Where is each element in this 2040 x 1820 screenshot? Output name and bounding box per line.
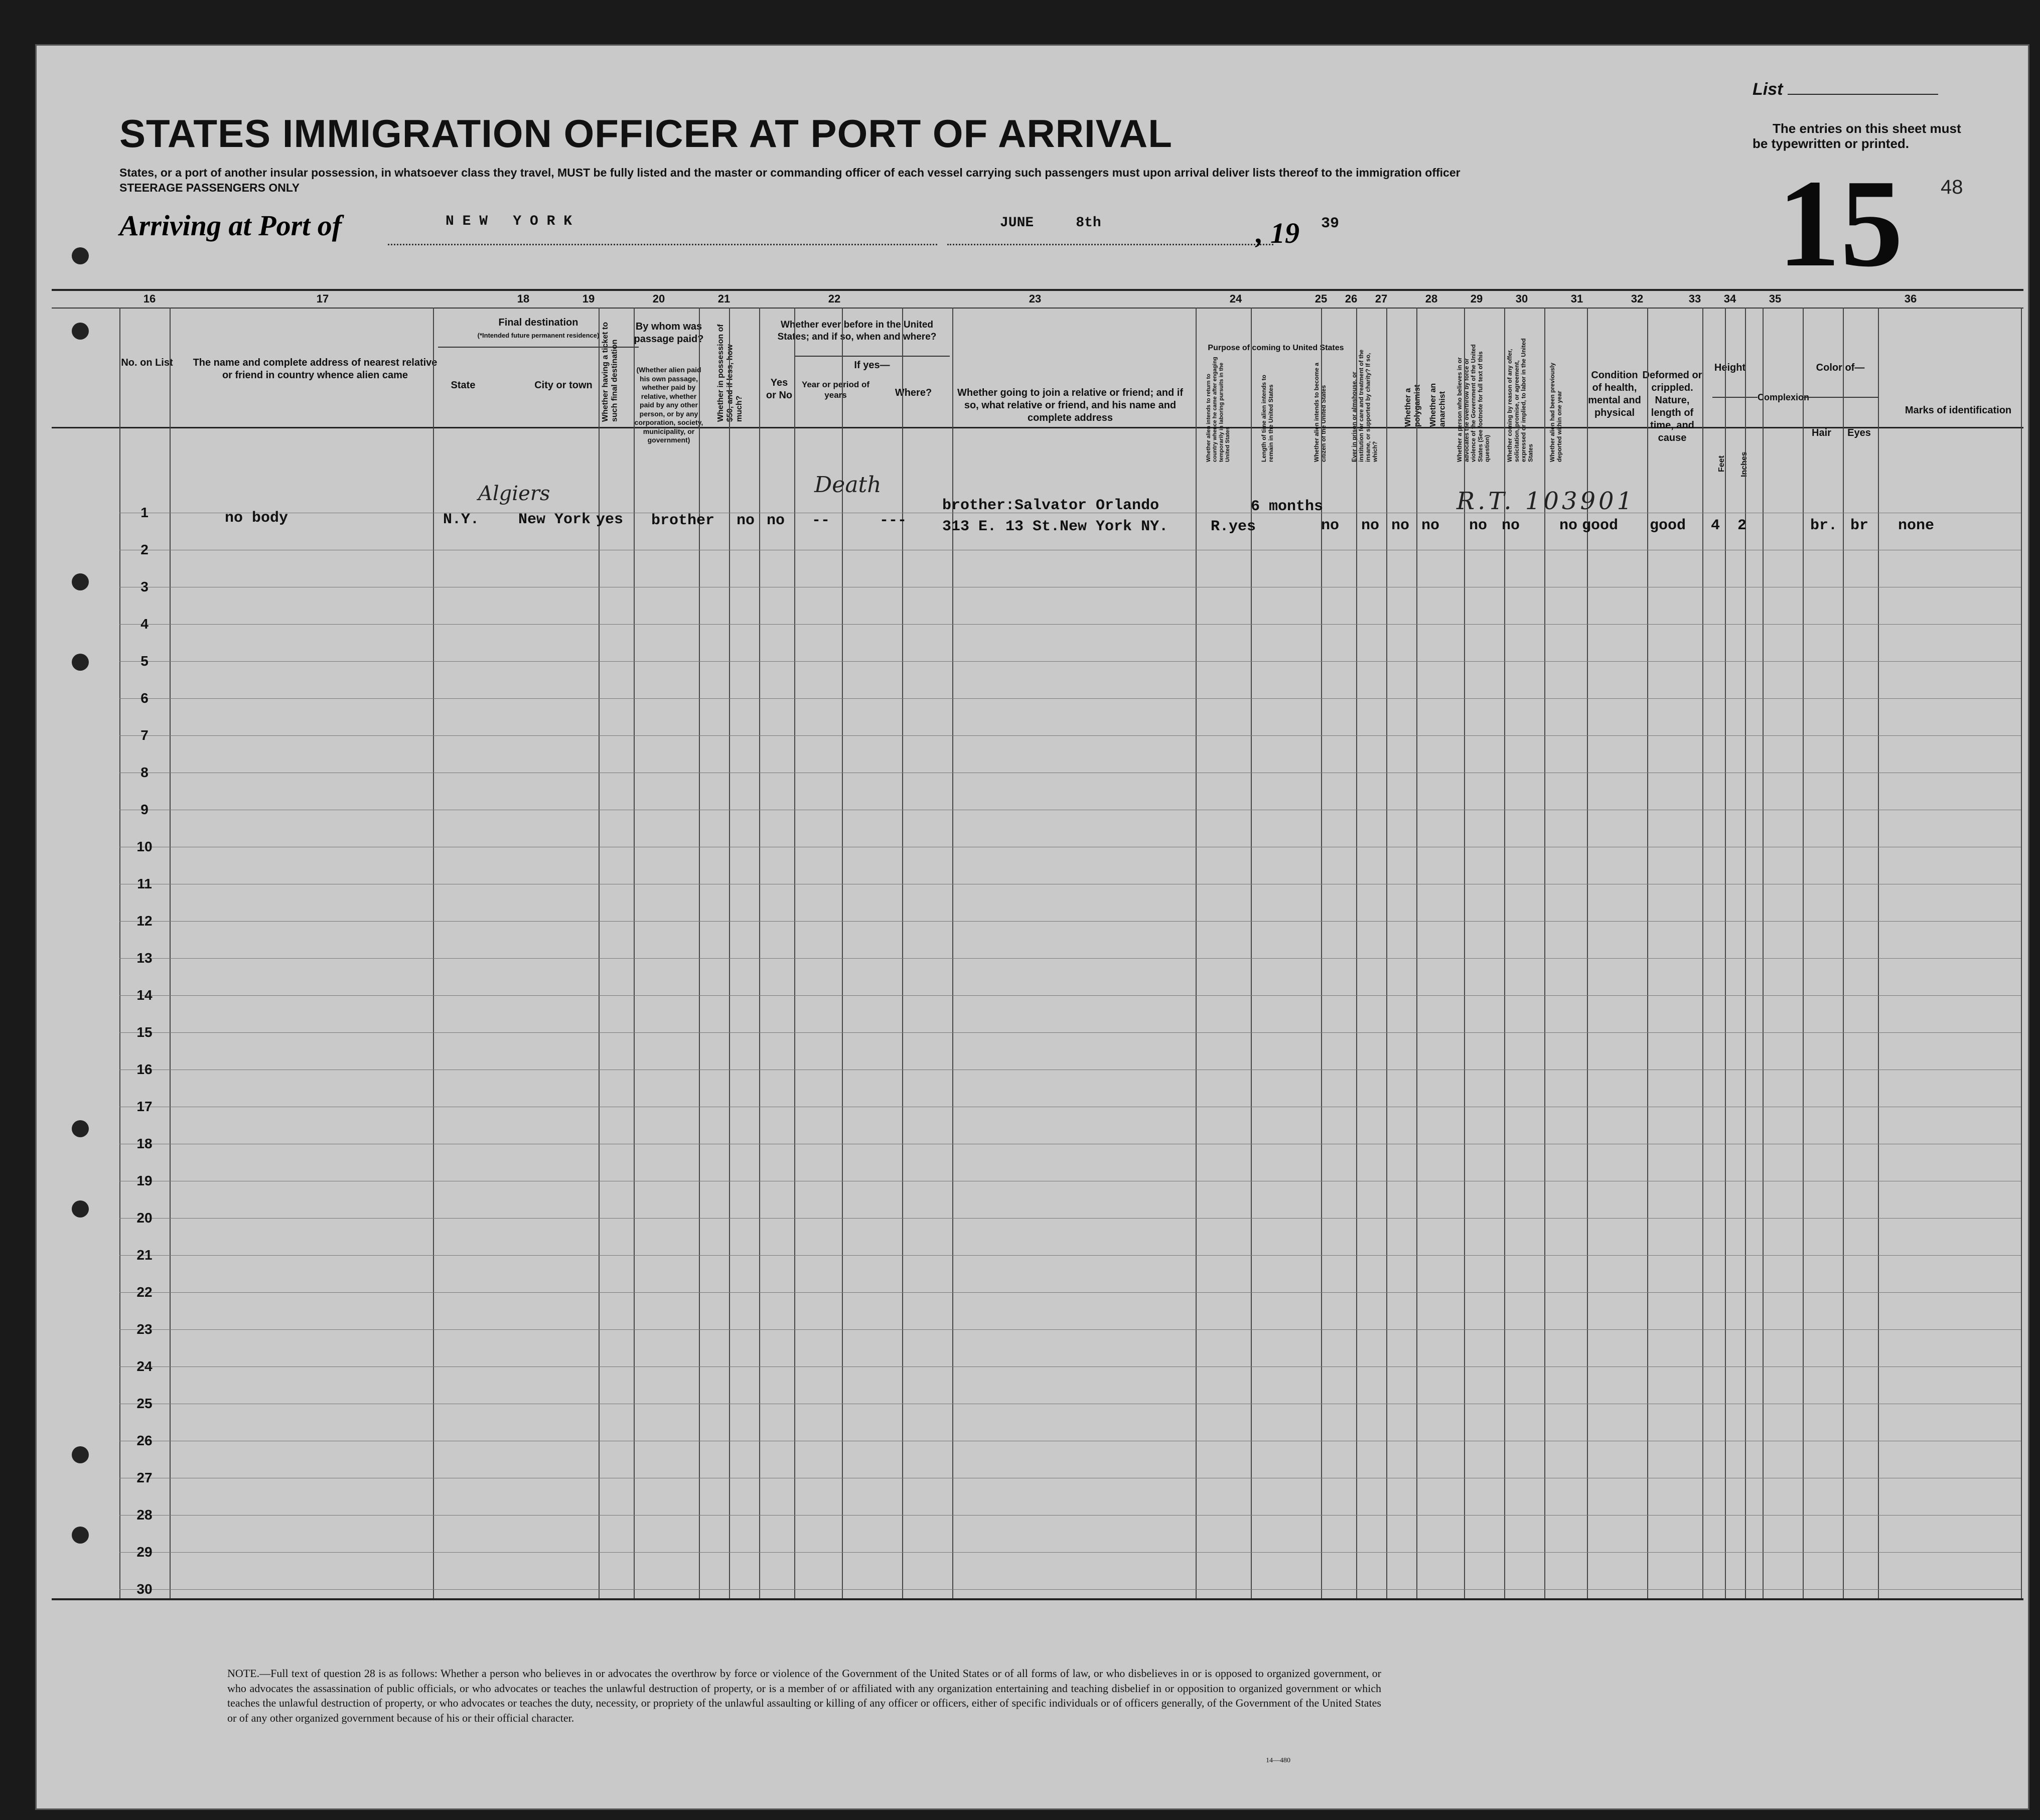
row-rule <box>119 1589 2021 1590</box>
row-rule <box>119 735 2021 736</box>
column-number: 21 <box>717 292 731 305</box>
header-passage-paid: By whom was passage paid? <box>634 321 704 345</box>
row-number: 6 <box>140 690 149 706</box>
punch-hole <box>72 573 89 590</box>
column-number: 25 <box>1315 292 1328 305</box>
column-rule <box>1878 308 1879 1598</box>
column-rule <box>699 308 700 1598</box>
column-rule <box>1702 308 1703 1598</box>
row-number: 1 <box>140 505 149 520</box>
header-height: Height <box>1714 362 1746 373</box>
list-label: List <box>1753 80 1938 99</box>
cell-length: 6 months <box>1251 498 1324 515</box>
port-of-arrival: N E W Y O R K <box>446 214 572 229</box>
cell-citizen: no <box>1321 517 1340 534</box>
header-city: City or town <box>534 380 593 391</box>
row-rule <box>119 1329 2021 1330</box>
header-purpose: Purpose of coming to United States <box>1208 344 1344 352</box>
cell-deformed: good <box>1650 517 1686 534</box>
row-rule <box>119 1552 2021 1553</box>
header-health: Condition of health, mental and physical <box>1588 370 1641 418</box>
date-line <box>947 244 1273 245</box>
header-subrule <box>794 356 950 357</box>
column-number: 30 <box>1515 292 1528 305</box>
header-relative: The name and complete address of nearest relative or friend in country whence alien came <box>193 357 438 381</box>
header-anarchist: Whether an anarchist <box>1429 383 1447 427</box>
punch-hole <box>72 1120 89 1137</box>
instructions-line1: The entries on this sheet must <box>1773 121 1961 136</box>
arrival-date: JUNE 8th <box>1000 215 1101 231</box>
column-rule <box>729 308 730 1598</box>
column-rule <box>1745 308 1746 1598</box>
header-q28: Whether a person who believes in or advocates the overthrow by force or violence of the Government of the United States (See footnote for full text of this question) <box>1456 344 1491 462</box>
row-rule <box>119 1218 2021 1219</box>
row-number: 11 <box>137 876 152 891</box>
handwritten-note: Death <box>814 472 882 498</box>
row-number: 23 <box>136 1321 153 1337</box>
handwritten-annotation: R.T. 103901 <box>1456 487 1636 515</box>
table-bottom-rule <box>52 1598 2023 1600</box>
punch-hole <box>72 1527 89 1544</box>
header-inches: Inches <box>1740 451 1748 477</box>
row-number: 12 <box>136 913 153 929</box>
header-if-yes: If yes— <box>854 360 890 371</box>
header-q29: Whether coming by reason of any offer, solicitation, promise, or agreement, expressed or implied, to labor in the United States <box>1506 338 1534 462</box>
column-rule <box>1356 308 1357 1598</box>
column-number: 22 <box>828 292 841 305</box>
instructions-line2: be typewritten or printed. <box>1753 136 1910 151</box>
column-rule <box>1647 308 1648 1598</box>
row-number: 26 <box>136 1433 153 1448</box>
column-rule <box>842 308 843 1598</box>
cell-where: --- <box>880 512 907 529</box>
column-rule <box>902 308 903 1598</box>
header-passage-paid-note: (Whether alien paid his own passage, whether paid by relative, whether paid by any other person, or by any corporation, society, municipality, or government) <box>634 366 703 444</box>
punch-hole <box>72 247 89 264</box>
row-number: 14 <box>136 987 153 1003</box>
column-rule <box>1725 308 1726 1598</box>
cell-health: good <box>1582 517 1619 534</box>
header-citizen: Whether alien intends to become a citizen of the United States <box>1313 362 1327 462</box>
column-rule <box>599 308 600 1598</box>
row-rule <box>119 1292 2021 1293</box>
column-number: 35 <box>1769 292 1782 305</box>
row-number: 7 <box>140 727 149 743</box>
column-rule <box>433 308 434 1598</box>
row-number: 2 <box>140 542 149 557</box>
cell-city: New York <box>518 511 591 528</box>
row-number: 8 <box>140 765 149 780</box>
port-line <box>388 244 937 245</box>
cell-prison: no <box>1361 517 1380 534</box>
column-number: 20 <box>652 292 665 305</box>
header-color-of: Color of— <box>1816 362 1865 373</box>
header-marks: Marks of identification <box>1905 405 2012 416</box>
row-number: 3 <box>140 579 149 594</box>
cell-join-line1: brother:Salvator Orlando <box>942 497 1159 514</box>
row-number: 18 <box>136 1136 153 1151</box>
row-rule <box>119 624 2021 625</box>
arriving-label: Arriving at Port of <box>119 209 342 242</box>
column-rule <box>1763 308 1764 1598</box>
cell-state: N.Y. <box>443 511 480 528</box>
cell-passage: brother <box>651 512 715 529</box>
column-rule <box>170 308 171 1598</box>
cell-purpose-return: R.yes <box>1211 518 1256 535</box>
column-number: 23 <box>1029 292 1042 305</box>
row-number: 10 <box>136 839 153 854</box>
header-hair: Hair <box>1812 427 1831 438</box>
row-number: 27 <box>136 1470 153 1485</box>
column-number: 16 <box>143 292 156 305</box>
header-year-period: Year or period of years <box>801 380 870 400</box>
cell-anarchist: no <box>1421 517 1440 534</box>
sheet-number: 15 <box>1778 154 1903 293</box>
column-number: 32 <box>1631 292 1644 305</box>
cell-q30: no <box>1559 517 1578 534</box>
manifest-sheet <box>35 44 2029 1810</box>
column-number: 36 <box>1904 292 1917 305</box>
row-number: 25 <box>136 1396 153 1411</box>
header-deformed: Deformed or crippled. Nature, length of time, and cause <box>1642 370 1702 443</box>
column-number: 17 <box>316 292 329 305</box>
cell-feet: 4 <box>1711 517 1720 534</box>
row-number: 22 <box>136 1284 153 1300</box>
cell-polygamist: no <box>1391 517 1410 534</box>
cell-relative: no body <box>225 510 288 527</box>
header-possession: Whether in possession of $50, and if less, how much? <box>716 324 744 422</box>
cell-hair: br. <box>1810 517 1838 534</box>
row-rule <box>119 661 2021 662</box>
header-yes-no: Yes or No <box>766 377 793 401</box>
row-rule <box>119 995 2021 996</box>
row-number: 16 <box>136 1061 153 1077</box>
row-rule <box>119 958 2021 959</box>
row-number: 13 <box>136 950 153 966</box>
table-grid <box>37 46 2031 1811</box>
header-ticket: Whether having a ticket to such final destination <box>601 322 619 422</box>
column-number-rule <box>52 308 2023 309</box>
header-join-relative: Whether going to join a relative or friend; and if so, what relative or friend, and his name and complete address <box>957 387 1184 423</box>
table-top-rule <box>52 289 2023 291</box>
cell-q29: no <box>1502 517 1520 534</box>
row-number: 28 <box>136 1507 153 1523</box>
row-number: 19 <box>136 1173 153 1188</box>
row-rule <box>119 1032 2021 1033</box>
header-no-on-list: No. on List <box>121 357 173 368</box>
column-rule <box>1196 308 1197 1598</box>
row-number: 29 <box>136 1544 153 1560</box>
column-rule <box>794 308 795 1598</box>
column-rule <box>2021 308 2022 1598</box>
punch-hole <box>72 323 89 340</box>
header-subrule <box>1712 397 1758 398</box>
header-q30: Whether alien had been previously deported within one year <box>1549 362 1563 462</box>
steerage-note: STEERAGE PASSENGERS ONLY <box>119 181 300 194</box>
year-prefix: , 19 <box>1256 217 1299 249</box>
column-rule <box>1416 308 1417 1598</box>
column-number: 26 <box>1345 292 1358 305</box>
year-suffix: 39 <box>1321 215 1340 232</box>
column-number: 27 <box>1375 292 1388 305</box>
column-rule <box>634 308 635 1598</box>
column-number: 33 <box>1688 292 1701 305</box>
row-number: 30 <box>136 1581 153 1597</box>
header-purpose-return: Whether alien intends to return to country whence he came after engaging temporarily in laboring pursuits in the United States <box>1206 357 1231 462</box>
cell-ticket: yes <box>596 511 624 528</box>
header-ever-before: Whether ever before in the United States; and if so, when and where? <box>777 320 937 342</box>
cell-marks: none <box>1898 517 1935 534</box>
header-subrule <box>1803 397 1878 398</box>
punch-hole <box>72 1446 89 1463</box>
cell-year-period: -- <box>812 512 830 529</box>
form-number: 14—480 <box>1266 1757 1290 1764</box>
cell-possession: no <box>737 512 755 529</box>
row-rule <box>119 1255 2021 1256</box>
row-number: 17 <box>136 1099 153 1114</box>
header-eyes: Eyes <box>1847 427 1871 438</box>
header-complexion: Complexion <box>1758 392 1810 402</box>
header-final-destination: Final destination <box>498 317 578 328</box>
row-number: 24 <box>136 1358 153 1374</box>
punch-hole <box>72 1200 89 1218</box>
row-rule <box>119 698 2021 699</box>
header-purpose-length: Length of time alien intends to remain in the United States <box>1260 375 1274 462</box>
form-title: STATES IMMIGRATION OFFICER AT PORT OF ARRIVAL <box>119 111 1173 156</box>
column-number: 19 <box>582 292 595 305</box>
cell-q28: no <box>1469 517 1488 534</box>
column-number: 34 <box>1723 292 1736 305</box>
row-number: 20 <box>136 1210 153 1226</box>
header-final-destination-note: (*Intended future permanent residence) <box>477 332 600 339</box>
row-rule <box>119 921 2021 922</box>
row-number: 15 <box>136 1024 153 1040</box>
row-number: 5 <box>140 653 149 669</box>
column-number: 28 <box>1425 292 1438 305</box>
header-state: State <box>451 380 476 391</box>
column-number: 31 <box>1570 292 1583 305</box>
column-number: 18 <box>517 292 530 305</box>
row-number: 9 <box>140 802 149 817</box>
column-rule <box>759 308 760 1598</box>
cell-eyes: br <box>1850 517 1869 534</box>
column-rule <box>1843 308 1844 1598</box>
header-feet: Feet <box>1717 456 1726 472</box>
column-number: 24 <box>1229 292 1242 305</box>
corner-number: 48 <box>1941 176 1963 198</box>
header-polygamist: Whether a polygamist <box>1404 384 1422 427</box>
form-subtitle: States, or a port of another insular possession, in whatsoever class they travel, MUST be fully listed and the master or commanding officer of each vessel carrying such passengers must upon arrival deliver lists thereof to the immigration officer <box>119 166 1461 179</box>
header-where: Where? <box>895 387 932 398</box>
cell-ever-before: no <box>767 512 785 529</box>
punch-hole <box>72 654 89 671</box>
column-rule <box>119 308 120 1598</box>
cell-join-line2: 313 E. 13 St.New York NY. <box>942 518 1169 535</box>
row-number: 4 <box>140 616 149 632</box>
row-number: 21 <box>136 1247 153 1263</box>
column-rule <box>1803 308 1804 1598</box>
cell-inches: 2 <box>1737 517 1747 534</box>
handwritten-state: Algiers <box>478 482 550 505</box>
column-rule <box>1386 308 1387 1598</box>
header-bottom-rule <box>52 427 2023 428</box>
header-prison: Ever in prison or almshouse, or institution for care and treatment of the insane, or supported by charity? If so, which? <box>1351 349 1379 462</box>
footnote: NOTE.—Full text of question 28 is as follows: Whether a person who believes in or advocates the overthrow by force or violence of the Government of the United States or of all forms of law, or who disbelieves in or is opposed to organized government, or who advocates the assassination of public officials, or who advocates or teaches the unlawful destruction of property, or is a member of or affiliated with any organization entertaining and teaching disbelief in or opposition to organized government or which teaches the unlawful destruction of property, or who advocates or teaches the duty, necessity, or propriety of the unlawful assaulting or killing of any officer or officers, either of specific individuals or of officers generally, of the Government of the United States or of any other organized government because of his or their official character. <box>227 1667 1381 1725</box>
column-number: 29 <box>1470 292 1483 305</box>
